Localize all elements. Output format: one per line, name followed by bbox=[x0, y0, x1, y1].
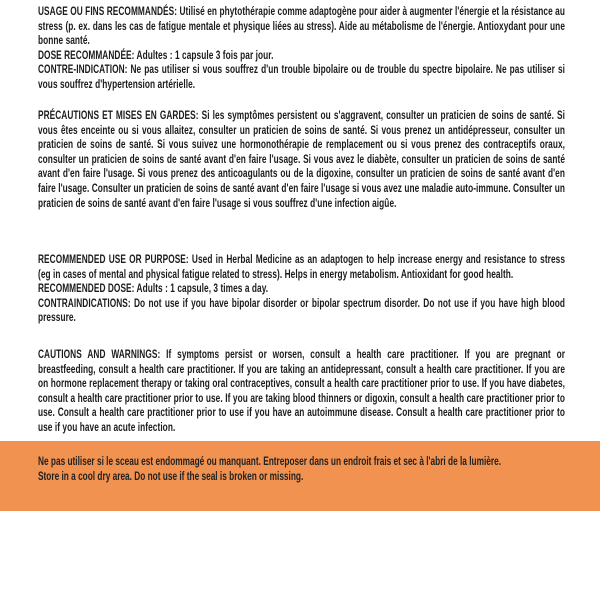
english-cautions-paragraph bbox=[38, 347, 565, 435]
english-cautions-section bbox=[38, 347, 565, 435]
french-usage-paragraph bbox=[38, 4, 565, 48]
english-use-paragraph bbox=[38, 252, 565, 281]
french-usage-heading: USAGE OU FINS RECOMMANDÉS: bbox=[38, 4, 178, 18]
english-cautions-text: If symptoms persist or worsen, consult a health care practitioner. If you are pregnant or breastfeeding, consult a health care practitioner. If you are taking an antidepressant, consult a health care practitioner. If you are on hormone replacement therapy or taking oral contraceptives, consult a health care practitioner prior to use. If you have diabetes, consult a health care practitioner prior to use. If you are taking blood thinners or digoxin, consult a health care practitioner prior to use. Consult a health care practitioner prior to use if you have an autoimmune disease. Consult a health care practitioner prior to use if you have an acute infection. bbox=[38, 347, 565, 434]
french-cautions-paragraph bbox=[38, 108, 565, 210]
french-cautions-heading: PRÉCAUTIONS ET MISES EN GARDES: bbox=[38, 108, 199, 122]
french-dose-text: Adultes : 1 capsule 3 fois par jour. bbox=[136, 47, 274, 62]
storage-line-english: Store in a cool dry area. Do not use if the seal is broken or missing. bbox=[38, 469, 304, 483]
french-cautions-section bbox=[38, 108, 565, 210]
french-dose-heading: DOSE RECOMMANDÉE: bbox=[38, 47, 135, 62]
english-contraindications-text: Do not use if you have bipolar disorder or bipolar spectrum disorder. Do not use if you have high blood pressure. bbox=[38, 295, 565, 325]
storage-warning-banner bbox=[0, 441, 600, 511]
french-cautions-text: Si les symptômes persistent ou s'aggravent, consulter un praticien de soins de santé. Si vous êtes enceinte ou si vous allaitez, consulter un praticien de soins de santé. Si vous prenez un antidépresseur, consulter un praticien de soins de santé. Si vous suivez une hormonothérapie de remplacement ou si vous prenez des contraceptifs oraux, consulter un praticien de soins de santé avant d'en faire l'usage. Si vous avez le diabète, consulter un praticien de soins de santé avant d'en faire l'usage. Si vous prenez des anticoagulants ou de la digoxine, consulter un praticien de soins de santé avant d'en faire l'usage. Consulter un praticien de soins de santé avant d'en faire l'usage si vous avez une maladie auto-immune. Consulter un praticien de soins de santé avant d'en faire l'usage si vous souffrez d'une infection aigûe. bbox=[38, 108, 565, 210]
french-contraindication-paragraph bbox=[38, 62, 565, 91]
english-use-text: Used in Herbal Medicine as an adaptogen to help increase energy and resistance to stress (eg in cases of mental and physical fatigue related to stress). Helps in energy metabolism. Antioxidant for good health. bbox=[38, 252, 565, 281]
french-usage-section bbox=[38, 4, 565, 92]
french-usage-text: Utilisé en phytothérapie comme adaptogène pour aider à augmenter l'énergie et la résistance au stress (p. ex. dans les cas de fatigue mentale et physique liées au stress). Aide au métabolisme de l'énergie. Antioxydant pour une bonne santé. bbox=[38, 4, 565, 48]
storage-line-french: Ne pas utiliser si le sceau est endommagé ou manquant. Entreposer dans un endroit frais et sec à l'abri de la lumière. bbox=[38, 454, 501, 468]
english-dose-heading: RECOMMENDED DOSE: bbox=[38, 281, 135, 296]
french-dose-paragraph bbox=[38, 48, 565, 63]
french-contraindication-text: Ne pas utiliser si vous souffrez d'un trouble bipolaire ou de trouble du spectre bipolaire. Ne pas utiliser si vous souffrez d'hypertension artérielle. bbox=[38, 62, 565, 91]
english-use-heading: RECOMMENDED USE OR PURPOSE: bbox=[38, 252, 189, 266]
french-contraindication-heading: CONTRE-INDICATION: bbox=[38, 62, 128, 77]
english-dose-paragraph bbox=[38, 281, 565, 296]
english-cautions-heading: CAUTIONS AND WARNINGS: bbox=[38, 347, 161, 361]
english-dose-text: Adults : 1 capsule, 3 times a day. bbox=[136, 281, 269, 296]
english-usage-section bbox=[38, 252, 565, 325]
english-contraindications-paragraph bbox=[38, 296, 565, 325]
english-contraindications-heading: CONTRAINDICATIONS: bbox=[38, 295, 131, 310]
